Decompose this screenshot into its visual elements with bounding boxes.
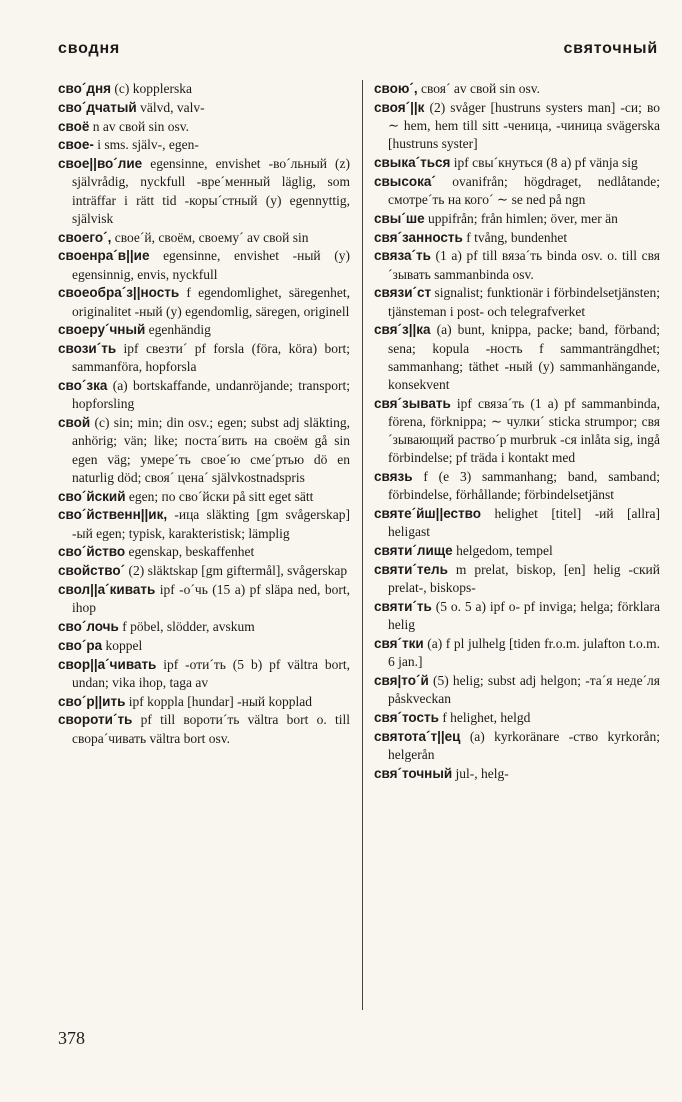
entry-headword: свя´тость	[374, 710, 439, 725]
entry-headword: свози´ть	[58, 341, 117, 357]
entry-headword: свол||а´кивать	[58, 581, 156, 597]
entry-headword: своеобра´з||ность	[58, 285, 180, 301]
entry-headword: своенра´в||ие	[58, 248, 150, 264]
dictionary-entry: своё n av свой sin osv.	[58, 118, 190, 134]
entry-headword: своё	[58, 118, 90, 134]
entry-headword: свя´тки	[374, 636, 424, 651]
dictionary-entry: связи´ст signalist; funktionär i förbindelsetjänsten; tjänsteman i post- och telegrafverket	[374, 285, 660, 319]
entry-headword: свя|то´й	[374, 673, 429, 688]
dictionary-entry: своеру´чный egenhändig	[58, 322, 211, 338]
entry-headword: свороти´ть	[58, 712, 133, 728]
entry-headword: связь	[374, 469, 413, 485]
dictionary-entry: святе´йш||ество helighet [titel] -ий [allra] heligast	[374, 506, 660, 540]
entry-headword: святи´лище	[374, 543, 453, 559]
dictionary-entry: свози´ть ipf свезти´ pf forsla (föra, köra) bort; sammanföra, hopforsla	[58, 341, 350, 375]
dictionary-entry: свя|то´й (5) helig; subst adj helgon; -та´я неде´ля påskveckan	[374, 673, 660, 707]
entry-headword: своеру´чный	[58, 322, 146, 338]
dictionary-entry: сво´йство egenskap, beskaffenhet	[58, 544, 255, 560]
dictionary-entry: свое||во´лие egensinne, envishet -во´льный (z) självrådig, nyckfull -вре´менный läglig, som inträffar i rätt tid -коры´стный (y) egennyttig, självisk	[58, 156, 350, 226]
entry-headword: свою´,	[374, 81, 418, 96]
header-left-guideword: сводня	[58, 40, 121, 57]
entry-headword: сво´дчатый	[58, 99, 137, 115]
entry-headword: сво´йский	[58, 488, 126, 504]
entry-headword: сво´дня	[58, 81, 111, 96]
dictionary-entry: святи´ть (5 o. 5 a) ipf о- pf inviga; helga; förklara helig	[374, 599, 660, 633]
entry-headword: свое-	[58, 137, 94, 153]
dictionary-entry: свою´, своя´ av свой sin osv.	[374, 81, 540, 96]
entry-headword: свя´точный	[374, 765, 453, 781]
dictionary-entry: свол||а´кивать ipf -о´чь (15 a) pf släpa ned, bort, ihop	[58, 581, 350, 616]
entry-headword: своя´||к	[374, 99, 425, 115]
entry-headword: связи´ст	[374, 285, 432, 301]
dictionary-entry: свое- i sms. själv-, egen-	[58, 137, 199, 153]
column-divider	[362, 80, 363, 1010]
dictionary-entry: свой (c) sin; min; din osv.; egen; subst adj släkting, anhörig; vän; like; поста´вить на своём gå sin egen väg; умере´ть свое´ю сме´ртью dö en naturlig död; своя´ цена´ självkostnadspris	[58, 415, 350, 485]
entry-headword: свы´ше	[374, 210, 425, 226]
entry-headword: свысока´	[374, 173, 436, 189]
entry-headword: сво´ра	[58, 637, 103, 653]
dictionary-entry: сво´р||ить ipf koppla [hundar] -ный kopplad	[58, 693, 312, 709]
dictionary-entry: своего´, свое´й, своём, своему´ av свой sin	[58, 229, 309, 245]
running-header	[58, 40, 658, 64]
entry-headword: своего´,	[58, 229, 112, 245]
dictionary-entry: сво´ра koppel	[58, 637, 143, 653]
entry-headword: свое||во´лие	[58, 156, 143, 172]
dictionary-entry: своенра´в||ие egensinne, envishet -ный (y) egensinnig, envis, nyckfull	[58, 248, 350, 282]
entry-headword: свя´з||ка	[374, 322, 431, 338]
left-column	[58, 80, 350, 748]
entry-headword: сво´йство	[58, 544, 126, 560]
dictionary-entry: святи´лище helgedom, tempel	[374, 543, 553, 559]
header-right-guideword: святочный	[563, 40, 658, 57]
dictionary-entry: своеобра´з||ность f egendomlighet, säregenhet, originalitet -ный (y) egendomlig, säregen, originell	[58, 285, 350, 319]
dictionary-entry: своя´||к (2) svåger [hustruns systers man] -си; во ∼ hem, hem till sitt -ченица, -чиница svägerska [hustruns syster]	[374, 99, 660, 152]
dictionary-entry: свы´ше uppifrån; från himlen; över, mer än	[374, 210, 618, 226]
entry-headword: свя´зывать	[374, 395, 451, 411]
entry-headword: свор||а´чивать	[58, 656, 157, 672]
entry-headword: сво´зка	[58, 378, 108, 394]
dictionary-entry: свя´точный jul-, helg-	[374, 765, 509, 781]
dictionary-entry: сво´лочь f pöbel, slödder, avskum	[58, 618, 255, 634]
entry-headword: сво´р||ить	[58, 693, 126, 709]
entry-headword: святе´йш||ество	[374, 506, 482, 522]
entry-headword: святи´тель	[374, 562, 448, 577]
dictionary-entry: сво´дня (c) kopplerska	[58, 81, 192, 96]
entry-headword: святи´ть	[374, 599, 432, 614]
dictionary-entry: сво´зка (a) bortskaffande, undanröjande; transport; hopforsling	[58, 378, 350, 412]
dictionary-entry: святи´тель m prelat, biskop, [en] helig -ский prelat-, biskops-	[374, 562, 660, 596]
dictionary-entry: связь f (e 3) sammanhang; band, samband; förbindelse, förhållande; förbindelsetjänst	[374, 469, 660, 503]
dictionary-entry: свя´тки (a) f pl julhelg [tiden fr.o.m. julafton t.o.m. 6 jan.]	[374, 636, 660, 670]
entry-headword: свой	[58, 415, 91, 431]
dictionary-entry: свя´зывать ipf связа´ть (1 a) pf sammanbinda, förena, förknippa; ∼ чулки´ sticka strumpor; свя´зывающий раство´р murbruk -ся inlåta sig, ingå förbindelse; pf träda i kontakt med	[374, 395, 660, 466]
entry-headword: сво´лочь	[58, 618, 119, 634]
dictionary-entry: сво´йственн||ик, -ица släkting [gm svågerskap] -ый egen; typisk, karakteristisk; lämplig	[58, 507, 350, 541]
entry-headword: свя´занность	[374, 229, 463, 245]
entry-headword: святота´т||ец	[374, 728, 461, 744]
dictionary-entry: сво´дчатый välvd, valv-	[58, 99, 205, 115]
entry-headword: свойство´	[58, 563, 126, 579]
right-column	[374, 80, 660, 784]
entry-headword: сво´йственн||ик,	[58, 507, 168, 523]
dictionary-entry: свороти´ть pf till вороти´ть vältra bort o. till свора´чивать vältra bort osv.	[58, 712, 350, 746]
dictionary-entry: свыка´ться ipf свы´кнуться (8 a) pf vänja sig	[374, 155, 638, 170]
dictionary-entry: свойство´ (2) släktskap [gm giftermål], svågerskap	[58, 563, 348, 579]
dictionary-entry: свя´з||ка (a) bunt, knippa, packe; band, förband; sena; kopula -ность f sammanträngdhet; sammanhang; täthet -ный (y) sammanhängande, konsekvent	[374, 322, 660, 392]
dictionary-entry: свя´занность f tvång, bundenhet	[374, 229, 568, 245]
entry-headword: свыка´ться	[374, 155, 451, 170]
dictionary-entry: свя´тость f helighet, helgd	[374, 710, 531, 725]
dictionary-entry: связа´ть (1 a) pf till вяза´ть binda osv. o. till свя´зывать sammanbinda osv.	[374, 248, 660, 282]
dictionary-entry: святота´т||ец (a) kyrkoränare -ство kyrkorån; helgerån	[374, 728, 660, 762]
dictionary-entry: сво´йский egen; по сво´йски på sitt eget sätt	[58, 488, 314, 504]
page-number: 378	[58, 1028, 85, 1048]
entry-headword: связа´ть	[374, 248, 431, 264]
dictionary-entry: свор||а´чивать ipf -оти´ть (5 b) pf vältra bort, undan; vika ihop, taga av	[58, 656, 350, 690]
dictionary-entry: свысока´ ovanifrån; högdraget, nedlåtande; смотре´ть на кого´ ∼ se ned på ngn	[374, 173, 660, 207]
